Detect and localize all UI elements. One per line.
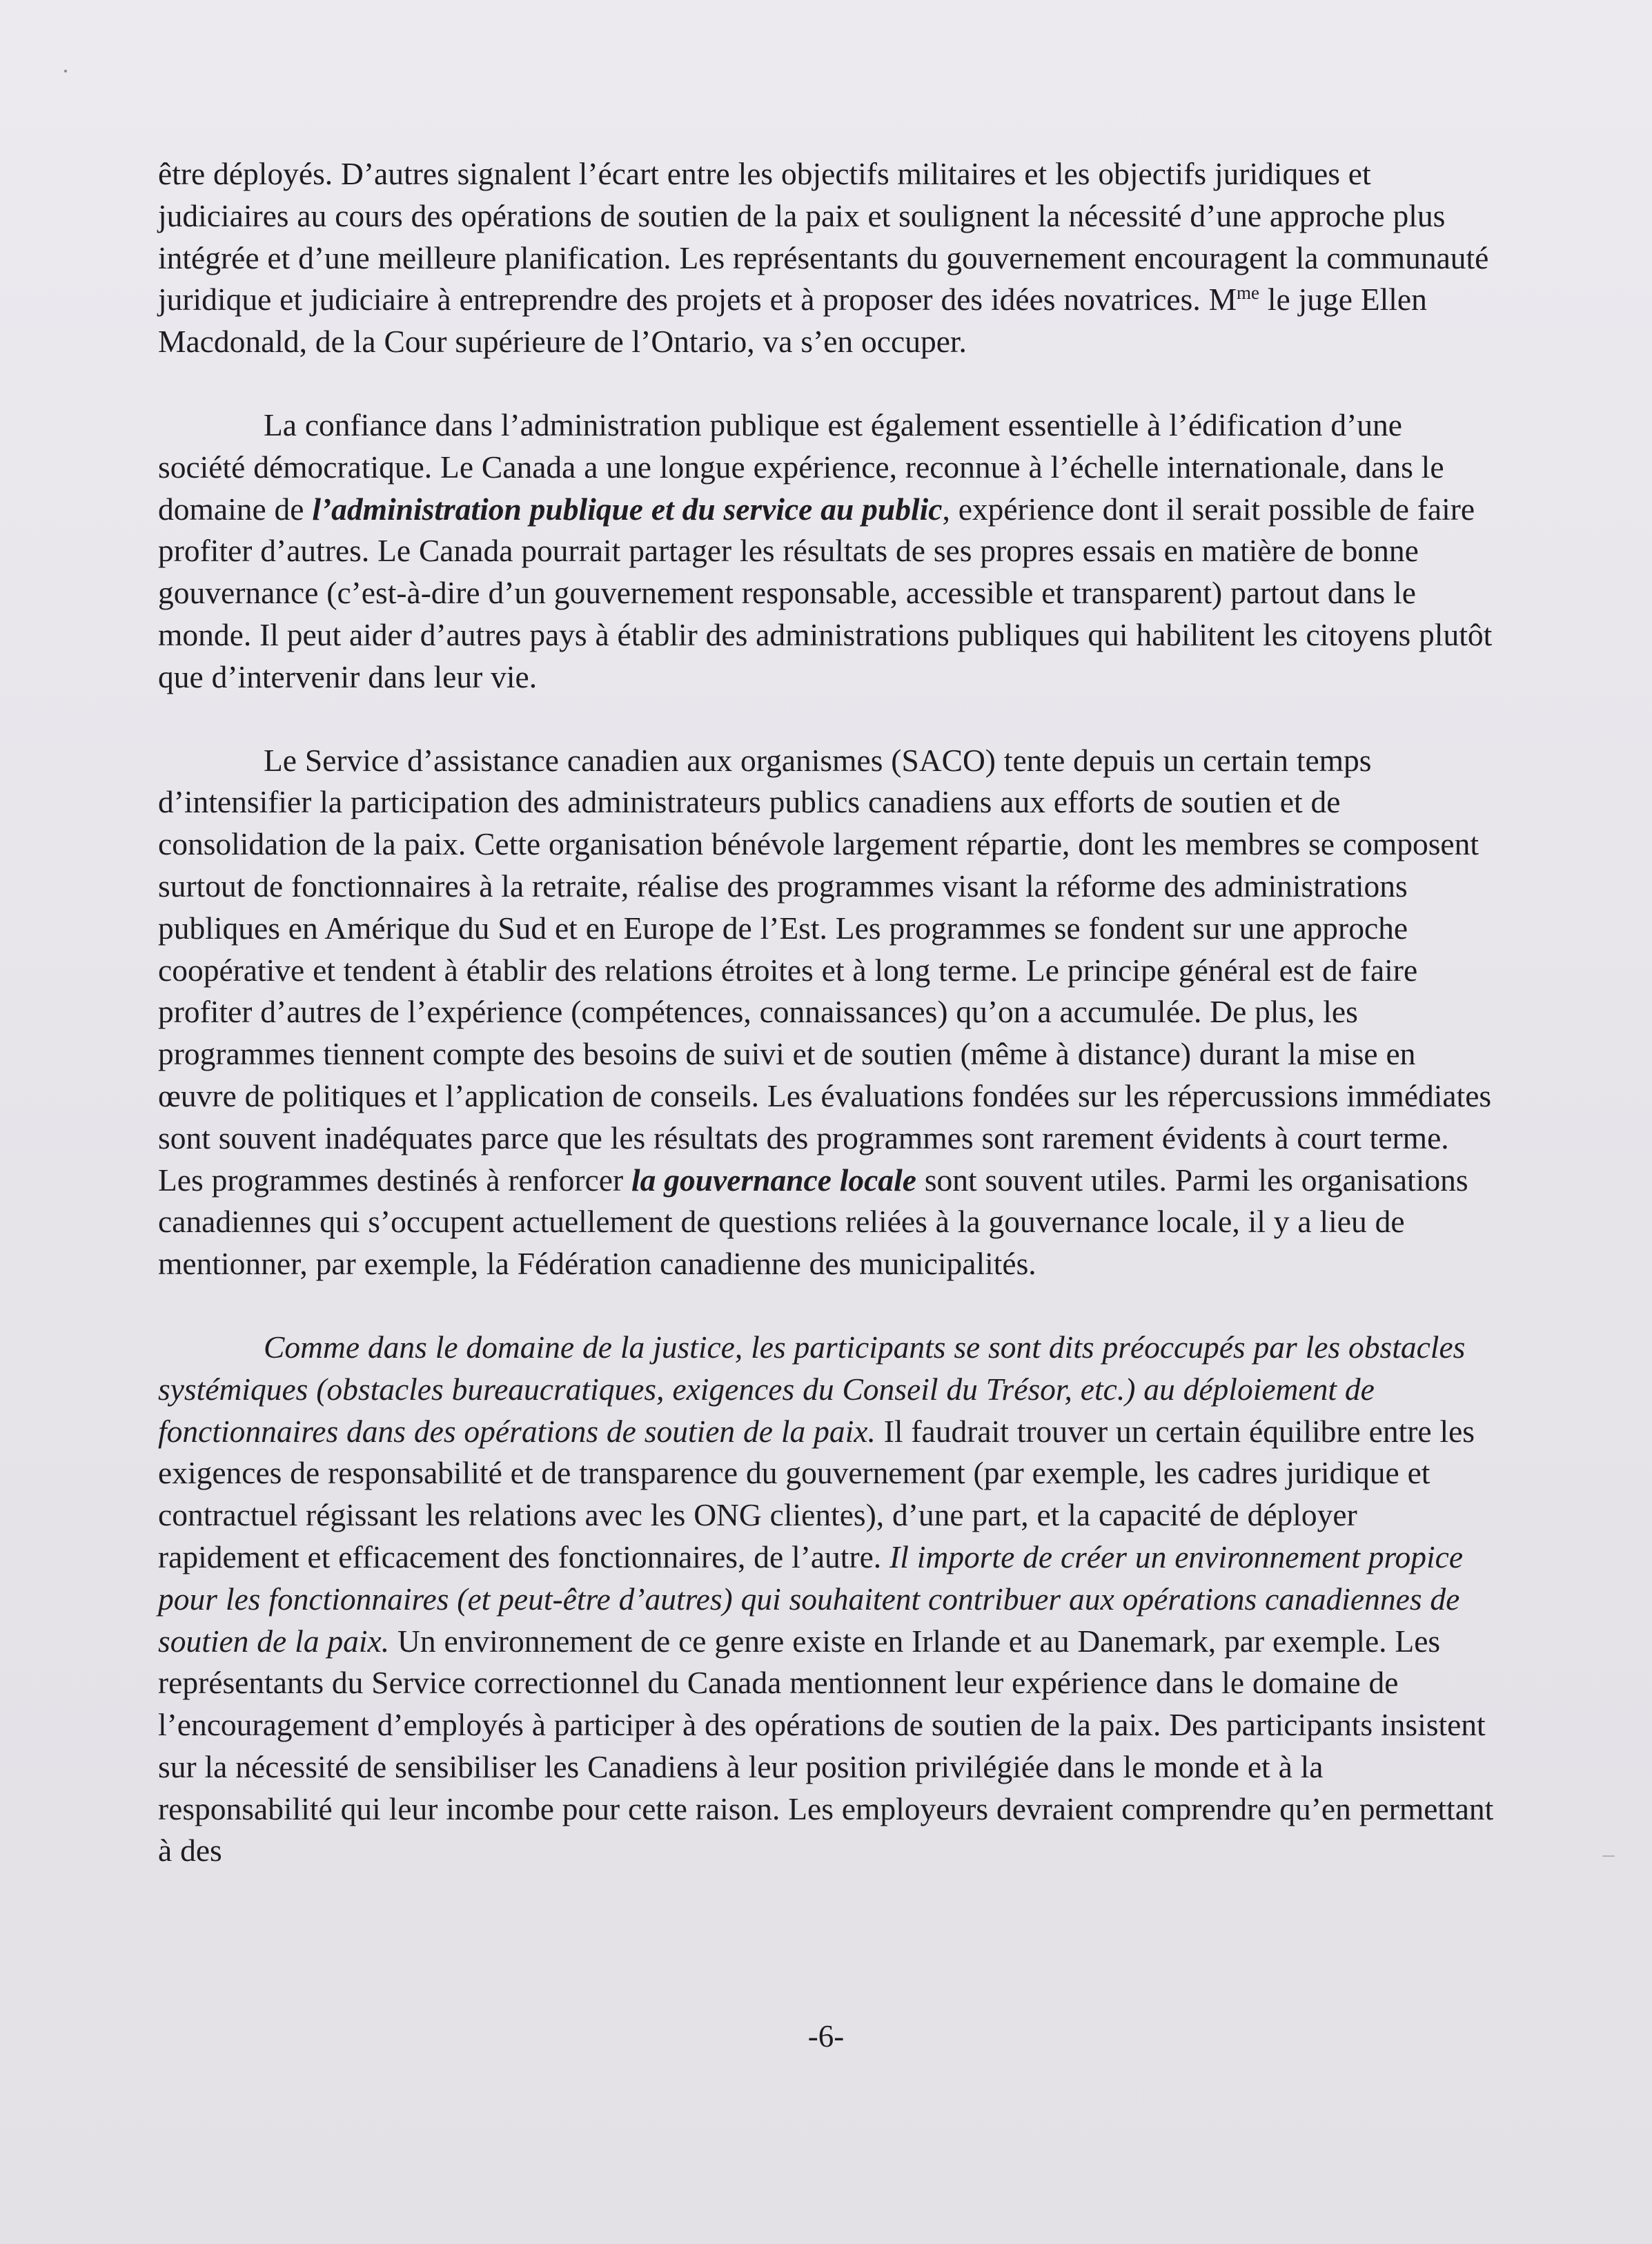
italic-run: Il importe de créer un environnement propice pour les fonctionnaires (et peut-être d’autres) qui souhaitent contribuer aux opérations canadiennes de soutien de la paix.	[158, 1539, 1464, 1659]
text-run: sont souvent utiles. Parmi les organisations canadiennes qui s’occupent actuellement de questions reliées à la gouvernance locale, il y a lieu de mentionner, par exemple, la Fédération canadienne des municipalités.	[158, 1162, 1468, 1282]
scan-speck	[64, 70, 67, 72]
paragraph-3	[158, 740, 1497, 1285]
superscript-run: me	[1237, 282, 1260, 304]
page-number: -6-	[807, 2019, 845, 2053]
text-run: Il faudrait trouver un certain équilibre entre les exigences de responsabilité et de transparence du gouvernement (par exemple, les cadres juridique et contractuel régissant les relations avec les ONG clientes), d’une part, et la capacité de déployer rapidement et efficacement des fonctionnaires, de l’autre.	[158, 1413, 1475, 1574]
text-run: être déployés. D’autres signalent l’écart entre les objectifs militaires et les objectifs juridiques et judiciaires au cours des opérations de soutien de la paix et soulignent la nécessité d’une approche plus intégrée et d’une meilleure planification. Les représentants du gouvernement encouragent la communauté juridique et judiciaire à entreprendre des projets et à proposer des idées novatrices. M	[158, 156, 1489, 318]
text-run: le juge Ellen Macdonald, de la Cour supérieure de l’Ontario, va s’en occuper.	[158, 282, 1427, 360]
emphasis-run: la gouvernance locale	[631, 1162, 916, 1198]
italic-run: Comme dans le domaine de la justice, les participants se sont dits préoccupés par les obstacles systémiques (obstacles bureaucratiques, exigences du Conseil du Trésor, etc.) au déploiement de fonctionnaires dans des opérations de soutien de la paix.	[158, 1329, 1466, 1449]
text-run: La confiance dans l’administration publique est également essentielle à l’édification d’une société démocratique. Le Canada a une longue expérience, reconnue à l’échelle internationale, dans le domaine de	[158, 407, 1444, 527]
paragraph-1	[158, 153, 1497, 363]
text-run: , expérience dont il serait possible de faire profiter d’autres. Le Canada pourrait partager les résultats de ses propres essais en matière de bonne gouvernance (c’est-à-dire d’un gouvernement responsable, accessible et transparent) partout dans le monde. Il peut aider d’autres pays à établir des administrations publiques qui habilitent les citoyens plutôt que d’intervenir dans leur vie.	[158, 491, 1493, 694]
paragraph-2	[158, 404, 1497, 699]
emphasis-run: l’administration publique et du service au public	[312, 491, 943, 527]
paragraph-4	[158, 1327, 1497, 1872]
text-run: Le Service d’assistance canadien aux organismes (SACO) tente depuis un certain temps d’intensifier la participation des administrateurs publics canadiens aux efforts de soutien et de consolidation de la paix. Cette organisation bénévole largement répartie, dont les membres se composent surtout de fonctionnaires à la retraite, réalise des programmes visant la réforme des administrations publiques en Amérique du Sud et en Europe de l’Est. Les programmes se fondent sur une approche coopérative et tendent à établir des relations étroites et à long terme. Le principe général est de faire profiter d’autres de l’expérience (compétences, connaissances) qu’on a accumulée. De plus, les programmes tiennent compte des besoins de suivi et de soutien (même à distance) durant la mise en œuvre de politiques et l’application de conseils. Les évaluations fondées sur les répercussions immédiates sont souvent inadéquates parce que les résultats des programmes sont rarement évidents à court terme. Les programmes destinés à renforcer	[158, 742, 1492, 1198]
text-run: Un environnement de ce genre existe en Irlande et au Danemark, par exemple. Les représentants du Service correctionnel du Canada mentionnent leur expérience dans le domaine de l’encouragement d’employés à participer à des opérations de soutien de la paix. Des participants insistent sur la nécessité de sensibiliser les Canadiens à leur position privilégiée dans le monde et à la responsabilité qui leur incombe pour cette raison. Les employeurs devraient comprendre qu’en permettant à des	[158, 1623, 1494, 1869]
scan-mark	[1602, 1855, 1615, 1857]
body-text	[158, 153, 1497, 1872]
